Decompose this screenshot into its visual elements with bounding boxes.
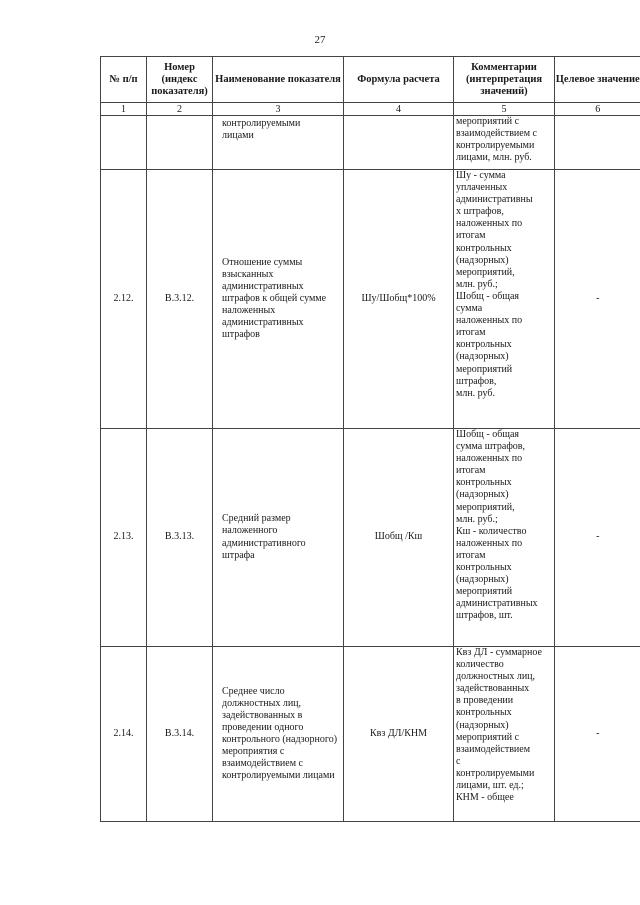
header-formula: Формула расчета <box>344 57 454 103</box>
column-number: 6 <box>555 103 640 116</box>
target-value: - <box>555 429 640 647</box>
table-row <box>101 429 640 647</box>
indicator-name: Среднее число должностных лиц, задействованных в проведении одного контрольного (надзорного) мероприятия с взаимодействием с контролируемыми лицами <box>213 647 344 822</box>
indicator-formula: Квз ДЛ/КНМ <box>344 647 454 822</box>
column-number: 4 <box>344 103 454 116</box>
row-number: 2.14. <box>101 647 147 822</box>
header-row <box>101 57 640 103</box>
row-index: В.3.13. <box>147 429 213 647</box>
column-numbers-row <box>101 103 640 116</box>
table-row <box>101 647 640 822</box>
indicator-name: Отношение суммы взысканных административных штрафов к общей сумме наложенных административных штрафов <box>213 170 344 429</box>
table-row <box>101 170 640 429</box>
indicator-name: контролируемыми лицами <box>213 116 344 170</box>
header-number: № п/п <box>101 57 147 103</box>
row-index: В.3.14. <box>147 647 213 822</box>
table-row <box>101 116 640 170</box>
indicator-comment: Шу - сумма уплаченных административны х штрафов, наложенных по итогам контрольных (надзорных) мероприятий, млн. руб.; Шобщ - общая сумма наложенных по итогам контрольных (надзорных) мероприятий штрафов, млн. руб. <box>454 170 555 429</box>
header-target: Целевое значение <box>555 57 640 103</box>
target-value: - <box>555 170 640 429</box>
indicators-table <box>100 56 640 822</box>
indicator-comment: Шобщ - общая сумма штрафов, наложенных по итогам контрольных (надзорных) мероприятий, млн. руб.; Кш - количество наложенных по итогам контрольных (надзорных) мероприятий административных штрафов, шт. <box>454 429 555 647</box>
indicator-comment: Квз ДЛ - суммарное количество должностных лиц, задействованных в проведении контрольных (надзорных) мероприятий с взаимодействием с контролируемыми лицами, шт. ед.; КНМ - общее <box>454 647 555 822</box>
column-number: 2 <box>147 103 213 116</box>
target-value: - <box>555 647 640 822</box>
column-number: 5 <box>454 103 555 116</box>
header-index: Номер (индекс показателя) <box>147 57 213 103</box>
column-number: 1 <box>101 103 147 116</box>
indicator-formula: Шобщ /Кш <box>344 429 454 647</box>
column-number: 3 <box>213 103 344 116</box>
header-comments: Комментарии (интерпретация значений) <box>454 57 555 103</box>
header-name: Наименование показателя <box>213 57 344 103</box>
page-number: 27 <box>314 34 326 46</box>
indicator-comment: мероприятий с взаимодействием с контролируемыми лицами, млн. руб. <box>454 116 555 170</box>
row-index: В.3.12. <box>147 170 213 429</box>
row-number: 2.12. <box>101 170 147 429</box>
indicator-name: Средний размер наложенного административного штрафа <box>213 429 344 647</box>
row-number: 2.13. <box>101 429 147 647</box>
indicator-formula: Шу/Шобщ*100% <box>344 170 454 429</box>
